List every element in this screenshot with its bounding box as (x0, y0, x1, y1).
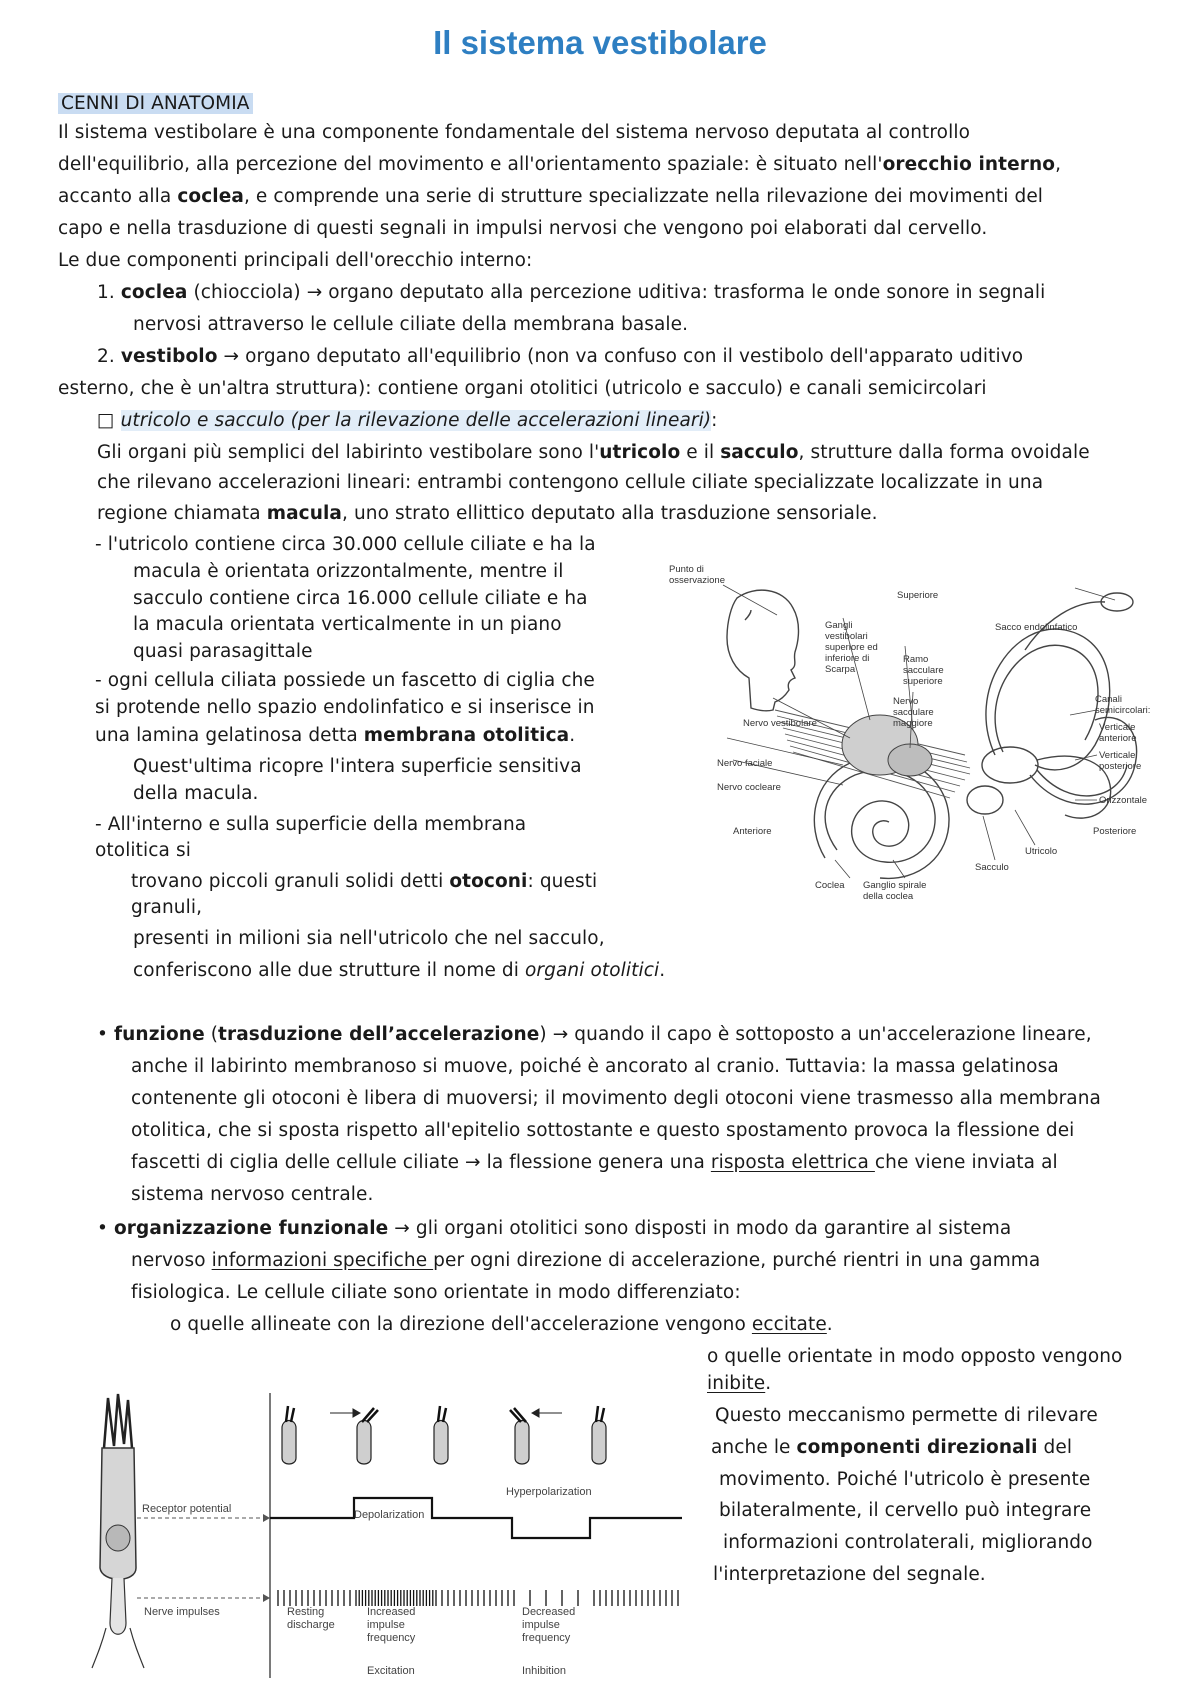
intro-line-5: Le due componenti principali dell'orecchio interno: (58, 250, 533, 271)
list-item-vestibolo (97, 341, 1023, 373)
label-ramo: sacculare (903, 665, 944, 676)
label-punto: Punto di (669, 564, 704, 575)
term-trasduzione: trasduzione dell’accelerazione (218, 1024, 540, 1045)
label-verticale-posteriore: Verticale (1099, 750, 1136, 761)
sub-para-line-1 (97, 437, 1090, 469)
term-organizzazione: organizzazione funzionale (114, 1218, 389, 1239)
label-gangli: inferiore di (825, 653, 870, 664)
dash-2-line-5: della macula. (133, 783, 259, 804)
label-receptor-potential: Receptor potential (142, 1503, 232, 1515)
funzione-text: ( (204, 1024, 219, 1045)
dash-1-line-4: la macula orientata verticalmente in un piano (133, 614, 562, 635)
intro-line-2-punct: , (1055, 154, 1062, 175)
organizzazione-text: quelle orientate in modo opposto vengono (718, 1346, 1123, 1367)
label-orizzontale: Orizzontale (1099, 795, 1148, 806)
label-verticale-anteriore: anteriore (1099, 733, 1137, 744)
intro-line-1: Il sistema vestibolare è una componente fondamentale del sistema nervoso deputata al controllo (58, 122, 970, 143)
square-bullet-icon: □ (97, 410, 115, 431)
hair-cell-illustration (92, 1394, 144, 1668)
list-item-coclea-cont: nervosi attraverso le cellule ciliate della membrana basale. (133, 314, 689, 335)
inner-ear-figure (665, 560, 1155, 950)
hair-cell-signal-figure (82, 1378, 688, 1683)
label-coclea: Coclea (815, 880, 845, 891)
dash-1-line-2: macula è orientata orizzontalmente, mentre il (133, 561, 564, 582)
dash-2-line-3 (95, 720, 575, 752)
list-text: (chiocciola) → organo deputato alla percezione uditiva: trasforma le onde sonore in segnali (187, 282, 1046, 303)
right-line-3: movimento. Poiché l'utricolo è presente (719, 1469, 1091, 1490)
label-nerve-impulses: Nerve impulses (144, 1606, 220, 1618)
term-componenti-direzionali: componenti direzionali (796, 1437, 1038, 1458)
circle-bullet-icon: o (707, 1346, 719, 1367)
dash-1-line-3: sacculo contiene circa 16.000 cellule ciliate e ha (133, 588, 588, 609)
dash-1-line-5: quasi parasagittale (133, 641, 313, 662)
label-nervo-sacculare: sacculare (893, 707, 934, 718)
term-funzione: funzione (114, 1024, 205, 1045)
organizzazione-text: anche le (711, 1437, 797, 1458)
dash-3-line-1: - All'interno e sulla superficie della membrana (95, 814, 527, 835)
intro-line-3-rest: , e comprende una serie di strutture specializzate nella rilevazione dei movimenti del (243, 186, 1044, 207)
dash-text: conferiscono alle due strutture il nome di (133, 960, 525, 981)
sub-text: , strutture dalla forma ovoidale (798, 442, 1090, 463)
list-number: 2. (97, 346, 115, 367)
sub-para-line-3 (97, 498, 878, 530)
label-increased: frequency (367, 1632, 416, 1644)
label-ramo: Ramo (903, 654, 929, 665)
intro-line-2 (58, 149, 1061, 181)
right-line-4: bilateralmente, il cervello può integrare (719, 1500, 1092, 1521)
term-macula: macula (266, 503, 343, 524)
organizzazione-line-3: fisiologica. Le cellule ciliate sono orientate in modo differenziato: (131, 1282, 741, 1303)
term-informazioni-specifiche: informazioni specifiche (211, 1250, 434, 1271)
subsection-heading-colon: : (711, 410, 718, 431)
dash-3-line-2: otolitica si (95, 840, 191, 861)
label-increased: Increased (367, 1606, 416, 1618)
label-gangli: superiore ed (825, 642, 878, 653)
funzione-line-2: anche il labirinto membranoso si muove, poiché è ancorato al cranio. Tuttavia: la massa gelatinosa (131, 1056, 1059, 1077)
term-inibite: inibite (707, 1373, 766, 1394)
sub-text: regione chiamata (97, 503, 267, 524)
label-decreased: impulse (522, 1619, 560, 1631)
right-line-6: l'interpretazione del segnale. (713, 1564, 986, 1585)
label-superiore: Superiore (897, 590, 939, 601)
bullet-icon: • (97, 1024, 109, 1045)
term-utricolo: utricolo (599, 442, 681, 463)
label-anteriore: Anteriore (733, 826, 772, 837)
dash-text: . (569, 725, 576, 746)
right-line-5: informazioni controlaterali, migliorando (723, 1532, 1093, 1553)
section-heading (58, 88, 253, 120)
label-ramo: superiore (903, 676, 943, 687)
label-resting: Resting (287, 1606, 325, 1618)
organizzazione-text: del (1037, 1437, 1073, 1458)
sub-para-line-2: che rilevano accelerazioni lineari: entrambi contengono cellule ciliate specializzate localizzate in una (97, 472, 1044, 493)
label-nervo-faciale: Nervo faciale (717, 758, 773, 769)
term-membrana-otolitica: membrana otolitica (363, 725, 570, 746)
label-gangli: vestibolari (825, 631, 868, 642)
funzione-text: che viene inviata al (874, 1152, 1058, 1173)
sub-bullet-inibite-cont (707, 1368, 771, 1400)
dash-text: . (659, 960, 666, 981)
label-gangli: Scarpa (825, 664, 856, 675)
funzione-line-5 (131, 1147, 1058, 1179)
intro-line-3 (58, 181, 1043, 213)
label-osservazione: osservazione (669, 575, 725, 586)
label-ganglio-spirale: della coclea (863, 891, 914, 902)
label-hyperpolarization: Hyperpolarization (506, 1486, 592, 1498)
nerve-impulse-ticks (278, 1590, 678, 1606)
funzione-text: fascetti di ciglia delle cellule ciliate → la flessione genera una (131, 1152, 711, 1173)
dash-3-line-5: presenti in milioni sia nell'utricolo che nel sacculo, (133, 928, 605, 949)
term-sacculo: sacculo (720, 442, 799, 463)
list-term: coclea (120, 282, 188, 303)
dash-3-line-6 (133, 955, 665, 987)
organizzazione-text: . (765, 1373, 772, 1394)
organizzazione-line-2 (131, 1245, 1040, 1277)
term-risposta-elettrica: risposta elettrica (710, 1152, 875, 1173)
term-organi-otolitici: organi otolitici (525, 960, 660, 981)
intro-line-4: capo e nella trasduzione di questi segnali in impulsi nervosi che vengono poi elaborati dal cervello. (58, 218, 988, 239)
intro-line-3-text: accanto alla (58, 186, 178, 207)
sub-text: e il (680, 442, 721, 463)
label-inhibition: Inhibition (522, 1665, 567, 1677)
label-gangli: Gangli (825, 620, 853, 631)
term-orecchio-interno: orecchio interno (882, 154, 1056, 175)
organizzazione-text: quelle allineate con la direzione dell'accelerazione vengono (181, 1314, 752, 1335)
label-nervo-cocleare: Nervo cocleare (717, 782, 781, 793)
list-term: vestibolo (120, 346, 218, 367)
list-text: → organo deputato all'equilibrio (non va confuso con il vestibolo dell'apparato uditivo (217, 346, 1024, 367)
dash-text: : questi (527, 871, 598, 892)
label-canali: semicircolari: (1095, 705, 1151, 716)
list-item-vestibolo-cont: esterno, che è un'altra struttura): contiene organi otolitici (utricolo e sacculo) e canali semicircolari (58, 378, 987, 399)
label-canali: Canali (1095, 694, 1122, 705)
list-item-coclea (97, 277, 1045, 309)
label-nervo-vestibolare: Nervo vestibolare (743, 718, 817, 729)
label-posteriore: Posteriore (1093, 826, 1137, 837)
dash-3-line-4: granuli, (131, 897, 203, 918)
right-line-2 (711, 1432, 1072, 1464)
organizzazione-text: nervoso (131, 1250, 212, 1271)
inner-ear-diagram (665, 560, 1155, 950)
label-decreased: frequency (522, 1632, 571, 1644)
label-nervo-sacculare: maggiore (893, 718, 933, 729)
dash-text: trovano piccoli granuli solidi detti (131, 871, 450, 892)
label-nervo-sacculare: Nervo (893, 696, 919, 707)
hair-cell-signal-diagram (82, 1378, 688, 1683)
label-decreased: Decreased (522, 1606, 576, 1618)
label-sacco: Sacco endolinfatico (995, 622, 1078, 633)
organizzazione-line-1 (97, 1213, 1011, 1245)
right-line-1: Questo meccanismo permette di rilevare (715, 1405, 1098, 1426)
term-eccitate: eccitate (751, 1314, 827, 1335)
funzione-line-6: sistema nervoso centrale. (131, 1184, 374, 1205)
label-verticale-posteriore: posteriore (1099, 761, 1142, 772)
label-resting: discharge (287, 1619, 335, 1631)
list-number: 1. (97, 282, 115, 303)
dash-1-line-1: - l'utricolo contiene circa 30.000 cellule ciliate e ha la (95, 534, 596, 555)
label-ganglio-spirale: Ganglio spirale (863, 880, 927, 891)
label-utricolo: Utricolo (1025, 846, 1058, 857)
page-title: Il sistema vestibolare (433, 24, 767, 61)
term-coclea: coclea (177, 186, 244, 207)
section-heading-label: CENNI DI ANATOMIA (58, 93, 253, 114)
term-otoconi: otoconi (449, 871, 528, 892)
organizzazione-text: per ogni direzione di accelerazione, purché rientri in una gamma (433, 1250, 1041, 1271)
bullet-icon: • (97, 1218, 109, 1239)
circle-bullet-icon: o (170, 1314, 182, 1335)
label-depolarization: Depolarization (354, 1509, 425, 1521)
organizzazione-text: . (826, 1314, 833, 1335)
funzione-line-3: contenente gli otoconi è libera di muoversi; il movimento degli otoconi viene trasmesso alla membrana (131, 1088, 1101, 1109)
dash-2-line-2: si protende nello spazio endolinfatico e si inserisce in (95, 697, 595, 718)
funzione-text: ) → quando il capo è sottoposto a un'accelerazione lineare, (539, 1024, 1092, 1045)
label-increased: impulse (367, 1619, 405, 1631)
sub-text: , uno strato ellittico deputato alla trasduzione sensoriale. (342, 503, 878, 524)
funzione-line-4: otolitica, che si sposta rispetto all'epitelio sottostante e questo spostamento provoca la flessione dei (131, 1120, 1075, 1141)
subsection-heading (97, 405, 718, 437)
subsection-heading-text: utricolo e sacculo (per la rilevazione delle accelerazioni lineari) (120, 410, 712, 431)
dash-2-line-4: Quest'ultima ricopre l'intera superficie sensitiva (133, 756, 582, 777)
dash-text: una lamina gelatinosa detta (95, 725, 364, 746)
label-sacculo: Sacculo (975, 862, 1009, 873)
dash-2-line-1: - ogni cellula ciliata possiede un fascetto di ciglia che (95, 670, 595, 691)
organizzazione-text: → gli organi otolitici sono disposti in modo da garantire al sistema (388, 1218, 1012, 1239)
sub-bullet-eccitate (170, 1309, 833, 1341)
label-verticale-anteriore: Verticale (1099, 722, 1136, 733)
intro-line-2-text: dell'equilibrio, alla percezione del movimento e all'orientamento spaziale: è situato nell' (58, 154, 883, 175)
label-excitation: Excitation (367, 1665, 415, 1677)
sub-text: Gli organi più semplici del labirinto vestibolare sono l' (97, 442, 600, 463)
funzione-line-1 (97, 1019, 1092, 1051)
